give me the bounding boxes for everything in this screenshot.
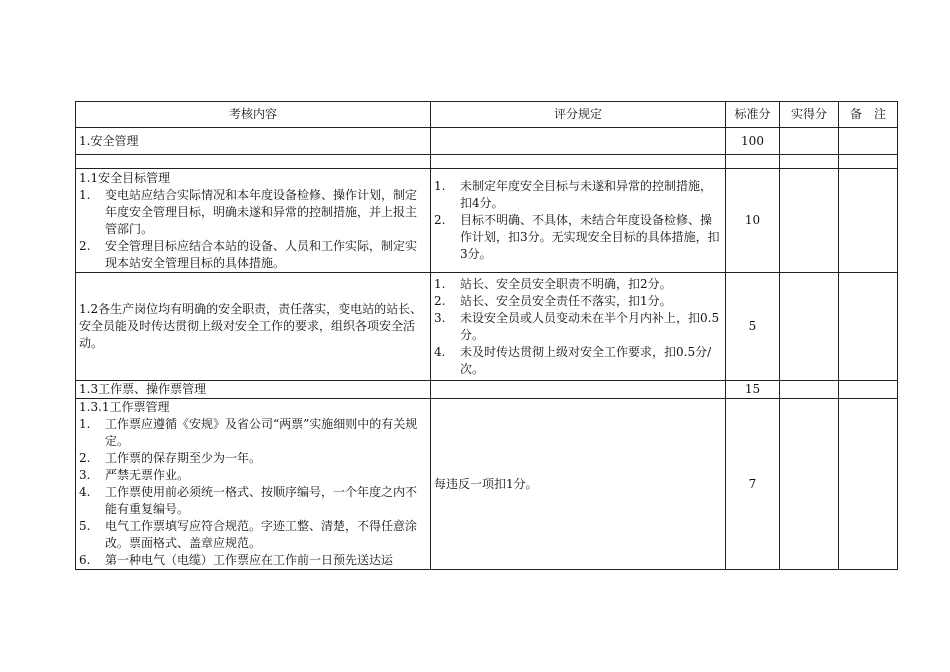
standard-score-cell: 7 xyxy=(726,399,780,570)
header-content: 考核内容 xyxy=(76,102,431,128)
list-item: 2. 安全管理目标应结合本站的设备、人员和工作实际，制定实现本站安全管理目标的具体措施。 xyxy=(79,238,418,270)
note-cell xyxy=(839,169,898,273)
list-item: 6. 第一种电气（电缆）工作票应在工作前一日预先送达运 xyxy=(79,553,394,567)
list-item: 1. 未制定年度安全目标与未遂和异常的控制措施，扣4分。 xyxy=(434,179,713,210)
rules-cell xyxy=(431,381,726,399)
list-item: 3. 未设安全员或人员变动未在半个月内补上，扣0.5分。 xyxy=(434,310,720,342)
actual-score-cell xyxy=(780,128,839,155)
content-cell: 1.安全管理 xyxy=(76,128,431,155)
actual-score-cell xyxy=(780,381,839,399)
actual-score-cell xyxy=(780,399,839,570)
rules-list xyxy=(434,178,722,263)
content-cell xyxy=(76,399,431,570)
rules-cell xyxy=(431,169,726,273)
content-cell: 1.2各生产岗位均有明确的安全职责，责任落实，变电站的站长、安全员能及时传达贯彻上级对安全工作的要求，组织各项安全活动。 xyxy=(76,273,431,381)
list-item: 2. 工作票的保存期至少为一年。 xyxy=(79,451,262,465)
content-cell: 1.3工作票、操作票管理 xyxy=(76,381,431,399)
list-item: 4. 工作票使用前必须统一格式、按顺序编号，一个年度之内不能有重复编号。 xyxy=(79,485,418,516)
standard-score-cell: 5 xyxy=(726,273,780,381)
table-row xyxy=(76,128,898,155)
list-item: 4. 未及时传达贯彻上级对安全工作要求，扣0.5分/次。 xyxy=(434,344,712,376)
content-list xyxy=(79,187,427,272)
standard-score-cell: 10 xyxy=(726,169,780,273)
note-cell xyxy=(839,399,898,570)
list-item: 1. 工作票应遵循《安规》及省公司“两票”实施细则中的有关规定。 xyxy=(79,417,418,448)
row-title: 1.1安全目标管理 xyxy=(79,170,171,185)
content-cell xyxy=(76,169,431,273)
table-row xyxy=(76,273,898,381)
header-standard-score: 标准分 xyxy=(726,102,780,128)
rules-cell: 每违反一项扣1分。 xyxy=(431,399,726,570)
list-item: 2. 目标不明确、不具体，未结合年度设备检修、操作计划，扣3分。无实现安全目标的具体措施，扣3分。 xyxy=(434,213,720,261)
note-cell xyxy=(839,381,898,399)
table-row xyxy=(76,399,898,570)
list-item: 1. 站长、安全员安全职责不明确，扣2分。 xyxy=(434,276,672,291)
table-header-row xyxy=(76,102,898,128)
note-cell xyxy=(839,128,898,155)
table-row xyxy=(76,381,898,399)
actual-score-cell xyxy=(780,169,839,273)
list-item: 5. 电气工作票填写应符合规范。字迹工整、清楚，不得任意涂改。票面格式、盖章应规范。 xyxy=(79,519,418,550)
standard-score-cell: 15 xyxy=(726,381,780,399)
actual-score-cell xyxy=(780,273,839,381)
table-row xyxy=(76,169,898,273)
content-list xyxy=(79,416,427,569)
list-item: 3. 严禁无票作业。 xyxy=(79,468,190,482)
list-item: 2. 站长、安全员安全责任不落实，扣1分。 xyxy=(434,293,672,308)
row-title: 1.3.1工作票管理 xyxy=(79,400,170,414)
header-rules: 评分规定 xyxy=(431,102,726,128)
rules-cell xyxy=(431,273,726,381)
header-actual-score: 实得分 xyxy=(780,102,839,128)
standard-score-cell: 100 xyxy=(726,128,780,155)
assessment-table xyxy=(75,101,898,570)
rules-list xyxy=(434,276,722,378)
rules-cell xyxy=(431,128,726,155)
note-cell xyxy=(839,273,898,381)
header-note: 备 注 xyxy=(839,102,898,128)
list-item: 1. 变电站应结合实际情况和本年度设备检修、操作计划，制定年度安全管理目标，明确未遂和异常的控制措施，并上报主管部门。 xyxy=(79,187,418,236)
